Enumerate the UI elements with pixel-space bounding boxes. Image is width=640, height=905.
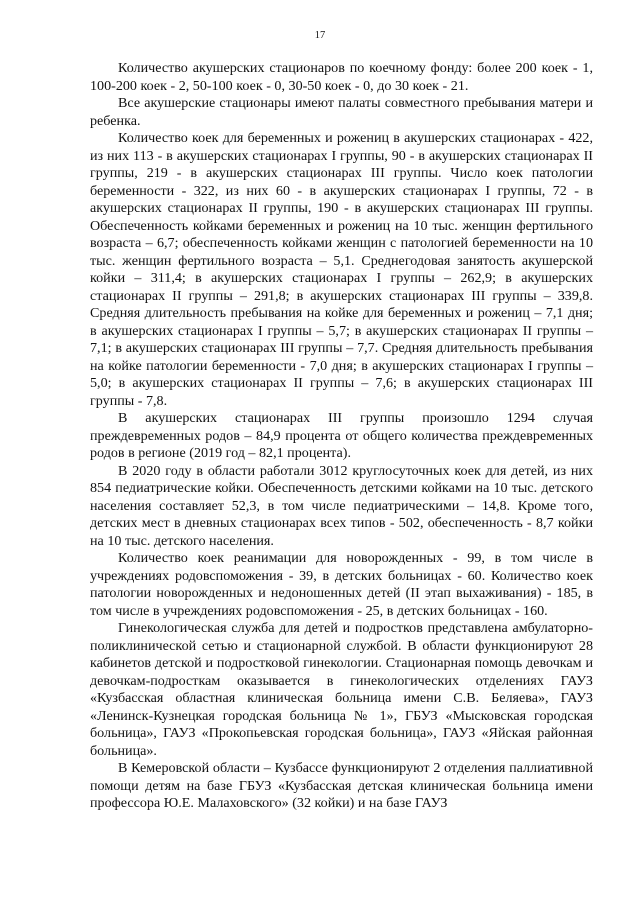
paragraph-gynecology-service: Гинекологическая служба для детей и подростков представлена амбулаторно-поликлинической сетью и стационарной службой. В области функционируют 28 кабинетов детской и подростковой гинекологии. Стационарная помощь девочкам и девочкам-подросткам оказывается в гинекологических отделениях ГАУЗ «Кузбасская областная клиническая больница имени С.В. Беляева», ГАУЗ «Ленинск-Кузнецкая городская больница № 1», ГБУЗ «Мысковская городская больница», ГАУЗ «Прокопьевская городская больница», ГАУЗ «Яйская районная больница». xyxy=(90,620,593,759)
paragraph-palliative-care: В Кемеровской области – Кузбассе функционируют 2 отделения паллиативной помощи детям на базе ГБУЗ «Кузбасская детская клиническая больница имени профессора Ю.Е. Малаховского» (32 койки) и на базе ГАУЗ xyxy=(90,760,593,811)
paragraph-obstetric-hospitals-by-beds: Количество акушерских стационаров по коечному фонду: более 200 коек - 1, 100-200 коек - 2, 50-100 коек - 0, 30-50 коек - 0, до 30 коек - 21. xyxy=(90,60,593,94)
paragraph-joint-stay-wards: Все акушерские стационары имеют палаты совместного пребывания матери и ребенка. xyxy=(90,95,593,129)
paragraph-children-beds: В 2020 году в области работали 3012 круглосуточных коек для детей, из них 854 педиатрические койки. Обеспеченность детскими койками на 10 тыс. детского населения составляет 52,3, в том числе педиатрическими – 14,8. Кроме того, детских мест в дневных стационарах всех типов - 502, обеспеченность - 8,7 койки на 10 тыс. детского населения. xyxy=(90,462,593,549)
paragraph-premature-births: В акушерских стационарах III группы произошло 1294 случая преждевременных родов – 84,9 процента от общего количества преждевременных родов в регионе (2019 год – 82,1 процента). xyxy=(90,410,593,461)
paragraph-neonatal-resuscitation-beds: Количество коек реанимации для новорожденных - 99, в том числе в учреждениях родовспоможения - 39, в детских больницах - 60. Количество коек патологии новорожденных и недоношенных детей (II этап выхаживания) - 185, в том числе в учреждениях родовспоможения - 25, в детских больницах - 160. xyxy=(90,550,593,619)
page-number: 17 xyxy=(314,30,326,41)
paragraph-bed-statistics: Количество коек для беременных и рожениц в акушерских стационарах - 422, из них 113 - в акушерских стационарах I группы, 90 - в акушерских стационарах II группы, 219 - в акушерских стационарах III группы. Число коек патологии беременности - 322, из них 60 - в акушерских стационарах I группы, 72 - в акушерских стационарах II группы, 190 - в акушерских стационарах III группы. Обеспеченность койками беременных и рожениц на 10 тыс. женщин фертильного возраста – 6,7; обеспеченность койками женщин с патологией беременности на 10 тыс. женщин фертильного возраста – 5,1. Среднегодовая занятость акушерской койки – 311,4; в акушерских стационарах I группы – 262,9; в акушерских стационарах II группы – 291,8; в акушерских стационарах III группы – 339,8. Средняя длительность пребывания на койке для беременных и рожениц – 7,1 дня; в акушерских стационарах I группы – 5,7; в акушерских стационарах II группы – 7,1; в акушерских стационарах III группы – 7,7. Средняя длительность пребывания на койке патологии беременности - 7,0 дня; в акушерских стационарах I группы – 5,0; в акушерских стационарах II группы – 7,6; в акушерских стационарах III группы - 7,8. xyxy=(90,130,593,409)
document-body xyxy=(90,60,593,813)
